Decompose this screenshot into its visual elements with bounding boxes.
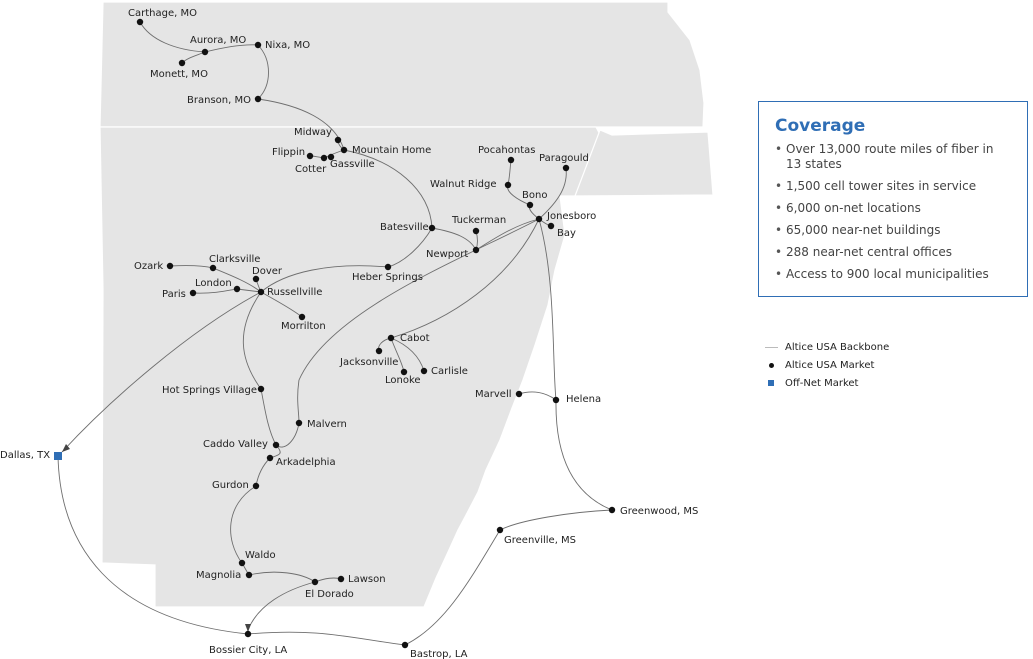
market-marker-bono bbox=[527, 202, 533, 208]
city-label-dover: Dover bbox=[252, 266, 282, 277]
legend-market-label: Altice USA Market bbox=[785, 359, 875, 371]
city-label-greenville: Greenville, MS bbox=[504, 535, 577, 546]
city-label-arkadelphia: Arkadelphia bbox=[276, 457, 336, 468]
market-marker-greenville bbox=[497, 527, 503, 533]
market-marker-bay bbox=[548, 223, 554, 229]
city-label-nixa: Nixa, MO bbox=[265, 40, 311, 51]
coverage-item: • Over 13,000 route miles of fiber in 13 states bbox=[775, 142, 1011, 172]
city-label-el-dorado: El Dorado bbox=[305, 589, 354, 600]
city-label-ozark: Ozark bbox=[134, 261, 164, 272]
coverage-item: • Access to 900 local municipalities bbox=[775, 267, 1011, 282]
market-marker-heber-springs bbox=[385, 264, 391, 270]
market-marker-branson bbox=[255, 96, 261, 102]
legend-backbone-label: Altice USA Backbone bbox=[785, 341, 890, 353]
coverage-item: • 65,000 near-net buildings bbox=[775, 223, 1011, 238]
market-marker-midway bbox=[335, 137, 341, 143]
city-label-bono: Bono bbox=[522, 190, 548, 201]
city-label-magnolia: Magnolia bbox=[196, 570, 242, 581]
city-label-hot-springs-village: Hot Springs Village bbox=[162, 385, 257, 396]
city-label-carthage: Carthage, MO bbox=[128, 8, 197, 19]
coverage-item: • 288 near-net central offices bbox=[775, 245, 1011, 260]
city-label-gassville: Gassville bbox=[330, 159, 375, 170]
market-marker-tuckerman bbox=[473, 228, 479, 234]
market-marker-flippin bbox=[307, 153, 313, 159]
market-marker-jacksonville bbox=[376, 348, 382, 354]
city-label-flippin: Flippin bbox=[272, 147, 306, 158]
city-label-bay: Bay bbox=[557, 228, 576, 239]
market-marker-morrilton bbox=[299, 314, 305, 320]
offnet-square-icon bbox=[768, 380, 774, 386]
coverage-item: • 1,500 cell tower sites in service bbox=[775, 179, 1011, 194]
city-label-heber-springs: Heber Springs bbox=[352, 272, 423, 283]
coverage-title: Coverage bbox=[775, 116, 866, 136]
market-marker-london bbox=[234, 286, 240, 292]
city-label-paris: Paris bbox=[162, 289, 186, 300]
city-label-monett: Monett, MO bbox=[150, 69, 208, 80]
market-marker-carthage bbox=[137, 19, 143, 25]
market-marker-bastrop bbox=[402, 642, 408, 648]
city-label-cotter: Cotter bbox=[295, 164, 327, 175]
city-label-russellville: Russellville bbox=[267, 287, 323, 298]
city-label-waldo: Waldo bbox=[245, 550, 276, 561]
market-marker-mountain-home bbox=[341, 147, 347, 153]
market-marker-arkadelphia bbox=[267, 455, 273, 461]
coverage-panel bbox=[758, 101, 1028, 297]
legend-offnet bbox=[762, 374, 889, 392]
market-marker-paragould bbox=[563, 165, 569, 171]
market-marker-cabot bbox=[388, 335, 394, 341]
backbone-line-icon bbox=[765, 347, 778, 348]
route bbox=[248, 632, 405, 645]
city-label-clarksville: Clarksville bbox=[209, 254, 261, 265]
market-marker-pocahontas bbox=[508, 157, 514, 163]
market-marker-nixa bbox=[255, 42, 261, 48]
market-marker-magnolia bbox=[246, 572, 252, 578]
market-marker-cotter bbox=[321, 155, 327, 161]
market-marker-caddo-valley bbox=[273, 442, 279, 448]
legend-backbone bbox=[762, 338, 889, 356]
city-label-paragould: Paragould bbox=[539, 153, 589, 164]
market-marker-monett bbox=[179, 60, 185, 66]
market-marker-ozark bbox=[167, 263, 173, 269]
city-label-marvell: Marvell bbox=[475, 389, 512, 400]
market-marker-newport bbox=[473, 247, 479, 253]
city-label-lawson: Lawson bbox=[348, 574, 386, 585]
city-label-lonoke: Lonoke bbox=[385, 375, 421, 386]
city-label-newport: Newport bbox=[426, 249, 469, 260]
city-label-aurora: Aurora, MO bbox=[190, 35, 247, 46]
city-label-london: London bbox=[195, 278, 232, 289]
market-marker-marvell bbox=[516, 391, 522, 397]
city-label-malvern: Malvern bbox=[307, 419, 347, 430]
city-label-carlisle: Carlisle bbox=[431, 366, 468, 377]
market-marker-malvern bbox=[296, 420, 302, 426]
city-label-cabot: Cabot bbox=[400, 333, 430, 344]
route bbox=[519, 392, 556, 400]
market-marker-gurdon bbox=[253, 483, 259, 489]
coverage-item: • 6,000 on-net locations bbox=[775, 201, 1011, 216]
market-marker-hot-springs-village bbox=[258, 386, 264, 392]
city-label-bastrop: Bastrop, LA bbox=[410, 649, 468, 659]
market-marker-carlisle bbox=[421, 368, 427, 374]
market-marker-clarksville bbox=[210, 265, 216, 271]
city-label-greenwood: Greenwood, MS bbox=[620, 506, 699, 517]
legend-market bbox=[762, 356, 889, 374]
market-dot-icon bbox=[769, 363, 774, 368]
market-marker-el-dorado bbox=[312, 579, 318, 585]
offnet-market-marker bbox=[54, 452, 62, 460]
city-label-mountain-home: Mountain Home bbox=[352, 145, 432, 156]
coverage-list bbox=[775, 142, 1011, 282]
market-marker-batesville bbox=[429, 225, 435, 231]
route bbox=[500, 510, 612, 530]
city-label-batesville: Batesville bbox=[380, 222, 429, 233]
market-marker-greenwood bbox=[609, 507, 615, 513]
legend bbox=[762, 338, 889, 392]
city-label-branson: Branson, MO bbox=[187, 95, 251, 106]
legend-offnet-label: Off-Net Market bbox=[785, 377, 859, 389]
city-label-jonesboro: Jonesboro bbox=[547, 211, 597, 222]
market-marker-helena bbox=[553, 397, 559, 403]
market-marker-paris bbox=[190, 290, 196, 296]
arrowhead-icon bbox=[245, 624, 251, 632]
market-marker-walnut-ridge bbox=[505, 182, 511, 188]
city-label-bossier-city: Bossier City, LA bbox=[209, 645, 288, 656]
city-label-dallas: Dallas, TX bbox=[0, 450, 51, 461]
market-marker-lawson bbox=[338, 576, 344, 582]
city-label-gurdon: Gurdon bbox=[212, 480, 249, 491]
market-marker-russellville bbox=[258, 289, 264, 295]
market-marker-bossier-city bbox=[245, 631, 251, 637]
city-label-caddo-valley: Caddo Valley bbox=[203, 439, 268, 450]
city-label-midway: Midway bbox=[294, 127, 332, 138]
city-label-pocahontas: Pocahontas bbox=[478, 145, 536, 156]
missouri-region bbox=[100, 2, 704, 127]
route bbox=[556, 400, 612, 510]
city-label-morrilton: Morrilton bbox=[281, 321, 326, 332]
city-label-walnut-ridge: Walnut Ridge bbox=[430, 179, 497, 190]
tennessee-region bbox=[575, 130, 713, 196]
city-label-helena: Helena bbox=[566, 394, 602, 405]
city-label-jacksonville: Jacksonville bbox=[340, 357, 399, 368]
market-marker-aurora bbox=[202, 49, 208, 55]
market-marker-jonesboro bbox=[536, 216, 542, 222]
city-label-tuckerman: Tuckerman bbox=[452, 215, 507, 226]
